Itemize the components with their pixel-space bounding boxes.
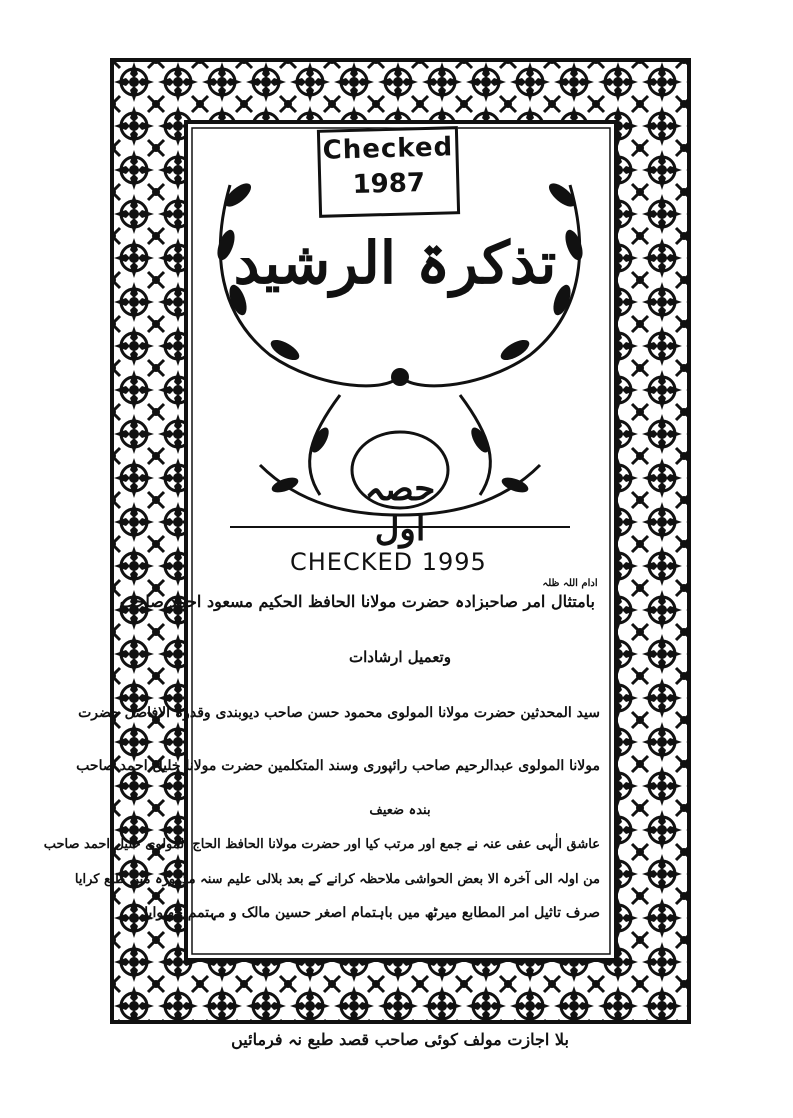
text-line-4: مولانا المولوی عبدالرحیم صاحب رائپوری وسند المتکلمین حضرت مولانا خلیل احمد صاحب [76, 758, 600, 774]
text-line-2: وتعمیل ارشادات [349, 648, 451, 666]
checked-stamp-1987 [317, 126, 460, 218]
text-line-5: بندہ ضعیف [369, 803, 431, 818]
text-line-7: من اولہ الی آخرہ الا بعض الحواشی ملاحظہ کرانے کے بعد بلالی علیم سنہ مذکورہ میں طبع کرایا [74, 872, 600, 887]
footer-note: بلا اجازت مولف کوئی صاحب قصد طبع نہ فرمائیں [231, 1030, 569, 1049]
text-line-1: بامتثال امر صاحبزادہ حضرت مولانا الحافظ الحکیم مسعود احمد صاحب [119, 592, 595, 611]
corner-note: ادام اللہ ظلہ [542, 578, 598, 589]
part-label: حصہ اول [364, 469, 436, 549]
text-line-3: سید المحدثین حضرت مولانا المولوی محمود حسن صاحب دیوبندی وقدوۃ الافاضل حضرت [78, 705, 600, 721]
stamp-word: Checked [322, 132, 454, 166]
book-title: تذکرۃ الرشید [233, 229, 557, 297]
text-line-8: صرف تاثیل امر المطابع میرٹھ میں باہتمام اصغر حسین مالک و مہتمم چھپوایا [144, 905, 600, 921]
checked-stamp-1995: CHECKED 1995 [290, 548, 487, 576]
text-line-6: عاشق الٰہی عفی عنہ نے جمع اور مرتب کیا اور حضرت مولانا الحافظ الحاج المولوی خلیل احمد صاحب [43, 837, 600, 852]
stamp-year: 1987 [352, 168, 426, 200]
